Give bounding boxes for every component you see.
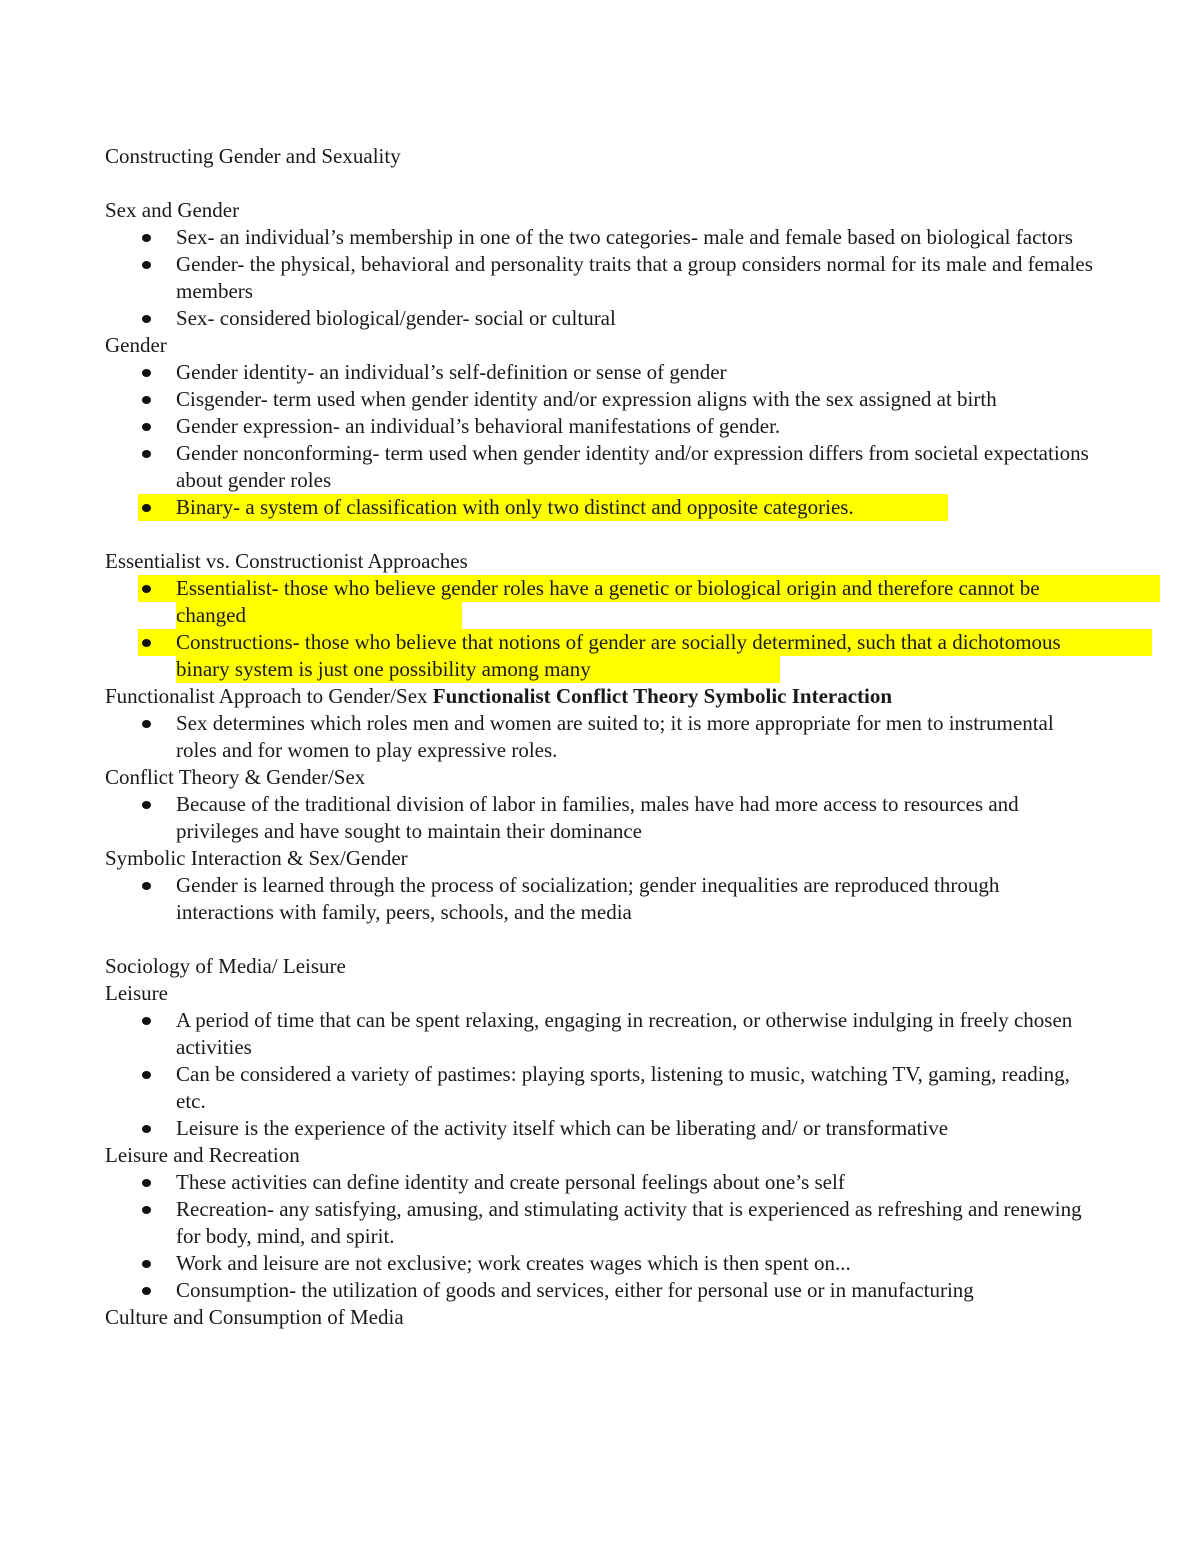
document-title: Constructing Gender and Sexuality xyxy=(105,144,401,168)
list-item: Gender nonconforming- term used when gender identity and/or expression differs from societal expectations about gender roles xyxy=(105,440,1095,494)
list-item: Work and leisure are not exclusive; work creates wages which is then spent on... xyxy=(105,1250,1095,1277)
bullet-icon xyxy=(142,396,151,404)
bullet-icon xyxy=(142,639,151,647)
bullet-icon xyxy=(142,1179,151,1187)
list-item: Sex- considered biological/gender- social or cultural xyxy=(105,305,1095,332)
list-item: Consumption- the utilization of goods and services, either for personal use or in manufacturing xyxy=(105,1277,1095,1304)
heading-bold-text: Functionalist Conflict Theory Symbolic Interaction xyxy=(432,684,893,708)
list-item: Gender identity- an individual’s self-definition or sense of gender xyxy=(105,359,1095,386)
blank-line xyxy=(105,926,1095,953)
bullet-icon xyxy=(142,1206,151,1214)
highlighted-list-item: Constructions- those who believe that notions of gender are socially determined, such that a dichotomous binary system is just one possibility among many xyxy=(105,629,1095,683)
section-heading: Sex and Gender xyxy=(105,198,240,222)
bullet-icon xyxy=(142,504,151,512)
bullet-icon xyxy=(142,1260,151,1268)
bullet-list xyxy=(105,791,1095,845)
bullet-icon xyxy=(142,720,151,728)
bullet-icon xyxy=(142,1287,151,1295)
list-item: A period of time that can be spent relaxing, engaging in recreation, or otherwise indulging in freely chosen activities xyxy=(105,1007,1095,1061)
list-item: Gender- the physical, behavioral and personality traits that a group considers normal for its male and females members xyxy=(105,251,1095,305)
list-item: Cisgender- term used when gender identity and/or expression aligns with the sex assigned at birth xyxy=(105,386,1095,413)
list-item: Gender expression- an individual’s behavioral manifestations of gender. xyxy=(105,413,1095,440)
section-heading xyxy=(105,683,1095,710)
bullet-list xyxy=(105,224,1095,332)
list-item: Recreation- any satisfying, amusing, and stimulating activity that is experienced as refreshing and renewing for body, mind, and spirit. xyxy=(105,1196,1095,1250)
section-heading: Symbolic Interaction & Sex/Gender xyxy=(105,846,408,870)
bullet-list xyxy=(105,575,1095,683)
bullet-icon xyxy=(142,234,151,242)
bullet-icon xyxy=(142,585,151,593)
bullet-icon xyxy=(142,423,151,431)
list-item: These activities can define identity and create personal feelings about one’s self xyxy=(105,1169,1095,1196)
bullet-icon xyxy=(142,315,151,323)
bullet-list xyxy=(105,1007,1095,1142)
bullet-list xyxy=(105,359,1095,521)
bullet-icon xyxy=(142,1017,151,1025)
bullet-list xyxy=(105,1169,1095,1304)
bullet-icon xyxy=(142,1125,151,1133)
section-heading: Sociology of Media/ Leisure xyxy=(105,954,346,978)
section-heading: Conflict Theory & Gender/Sex xyxy=(105,765,366,789)
bullet-list xyxy=(105,710,1095,764)
list-item: Because of the traditional division of labor in families, males have had more access to resources and privileges and have sought to maintain their dominance xyxy=(105,791,1095,845)
section-heading: Leisure and Recreation xyxy=(105,1143,300,1167)
list-item: Sex- an individual’s membership in one of the two categories- male and female based on biological factors xyxy=(105,224,1095,251)
section-heading: Essentialist vs. Constructionist Approaches xyxy=(105,549,468,573)
bullet-icon xyxy=(142,450,151,458)
list-item: Can be considered a variety of pastimes: playing sports, listening to music, watching TV, gaming, reading, etc. xyxy=(105,1061,1095,1115)
section-heading: Gender xyxy=(105,333,167,357)
bullet-icon xyxy=(142,369,151,377)
list-item: Gender is learned through the process of socialization; gender inequalities are reproduced through interactions with family, peers, schools, and the media xyxy=(105,872,1095,926)
bullet-icon xyxy=(142,1071,151,1079)
document-body xyxy=(105,143,1095,1331)
bullet-icon xyxy=(142,801,151,809)
section-heading: Culture and Consumption of Media xyxy=(105,1305,404,1329)
heading-text: Functionalist Approach to Gender/Sex xyxy=(105,684,428,708)
blank-line xyxy=(105,521,1095,548)
section-heading: Leisure xyxy=(105,981,168,1005)
highlighted-list-item: Binary- a system of classification with only two distinct and opposite categories. xyxy=(105,494,1095,521)
bullet-icon xyxy=(142,882,151,890)
highlighted-list-item: Essentialist- those who believe gender roles have a genetic or biological origin and therefore cannot be changed xyxy=(105,575,1095,629)
list-item: Leisure is the experience of the activity itself which can be liberating and/ or transformative xyxy=(105,1115,1095,1142)
blank-line xyxy=(105,170,1095,197)
list-item: Sex determines which roles men and women are suited to; it is more appropriate for men to instrumental roles and for women to play expressive roles. xyxy=(105,710,1095,764)
bullet-icon xyxy=(142,261,151,269)
bullet-list xyxy=(105,872,1095,926)
